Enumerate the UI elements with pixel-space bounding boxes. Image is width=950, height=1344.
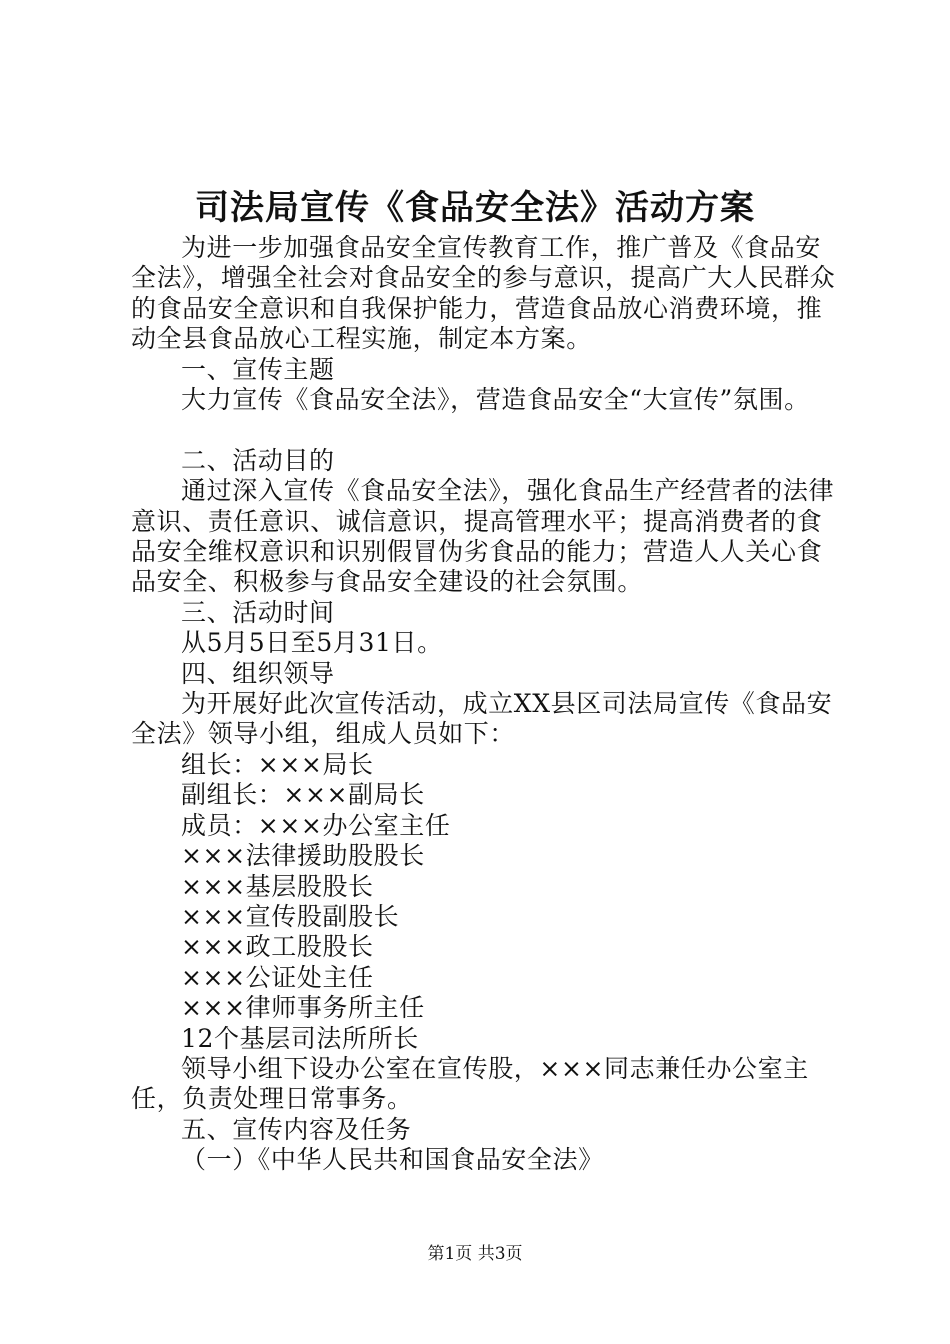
member-line: 组长：×××局长: [181, 749, 374, 779]
member-line: ×××政工股股长: [181, 932, 374, 962]
leadership-paragraph: 为开展好此次宣传活动，成立XX县区司法局宣传《食品安全法》领导小组，组成人员如下：: [131, 689, 833, 749]
member-line: ×××基层股股长: [181, 871, 374, 901]
member-line: 成员：×××办公室主任: [181, 810, 451, 840]
section-heading-leadership: 四、组织领导: [181, 658, 335, 688]
member-line: ×××律师事务所主任: [181, 993, 425, 1023]
time-paragraph: 从5月5日至5月31日。: [181, 628, 443, 658]
page-footer: 第1页 共3页: [427, 1244, 523, 1264]
document-title: 司法局宣传《食品安全法》活动方案: [195, 188, 755, 228]
member-line: ×××公证处主任: [181, 962, 374, 992]
member-line: 副组长：×××副局长: [181, 780, 425, 810]
member-line: ×××宣传股副股长: [181, 901, 400, 931]
theme-paragraph: 大力宣传《食品安全法》，营造食品安全“大宣传”氛围。: [181, 385, 810, 415]
member-line: 12个基层司法所所长: [181, 1023, 419, 1053]
purpose-paragraph: 通过深入宣传《食品安全法》，强化食品生产经营者的法律意识、责任意识、诚信意识，提高管理水平；提高消费者的食品安全维权意识和识别假冒伪劣食品的能力；营造人人关心食品安全、积极参与食品安全建设的社会氛围。: [131, 476, 835, 597]
office-paragraph: 领导小组下设办公室在宣传股，×××同志兼任办公室主任，负责处理日常事务。: [131, 1053, 809, 1114]
section-heading-time: 三、活动时间: [181, 597, 335, 627]
section-heading-theme: 一、宣传主题: [181, 354, 335, 384]
document-body: [131, 233, 841, 1176]
blank-line: [131, 415, 841, 445]
section-heading-content: 五、宣传内容及任务: [181, 1114, 412, 1144]
section-heading-purpose: 二、活动目的: [181, 445, 335, 475]
intro-paragraph: 为进一步加强食品安全宣传教育工作，推广普及《食品安全法》，增强全社会对食品安全的参与意识，提高广大人民群众的食品安全意识和自我保护能力，营造食品放心消费环境，推动全县食品放心工程实施，制定本方案。: [131, 233, 836, 354]
subsection-heading: （一）《中华人民共和国食品安全法》: [181, 1145, 604, 1175]
member-line: ×××法律援助股股长: [181, 841, 425, 871]
